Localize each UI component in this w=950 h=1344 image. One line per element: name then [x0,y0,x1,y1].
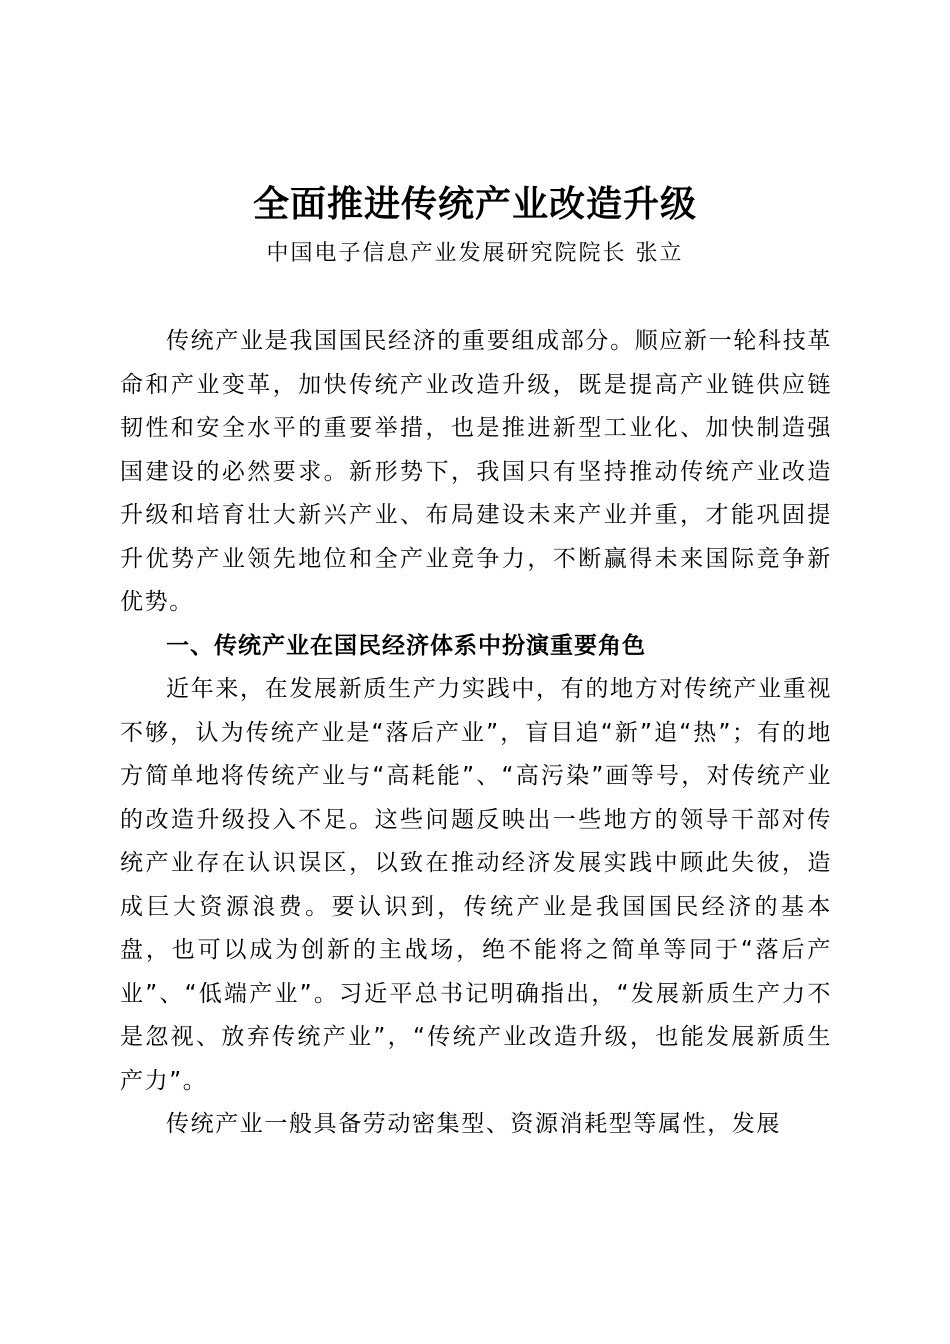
paragraph-1: 传统产业是我国国民经济的重要组成部分。顺应新一轮科技革命和产业变革，加快传统产业改造升级，既是提高产业链供应链韧性和安全水平的重要举措，也是推进新型工业化、加快制造强国建设的必然要求。新形势下，我国只有坚持推动传统产业改造升级和培育壮大新兴产业、布局建设未来产业并重，才能巩固提升优势产业领先地位和全产业竞争力，不断赢得未来国际竞争新优势。 [120,328,832,615]
article-title: 全面推进传统产业改造升级 [252,183,697,225]
paragraph-2: 近年来，在发展新质生产力实践中，有的地方对传统产业重视不够，认为传统产业是“落后产业”，盲目追“新”追“热”；有的地方简单地将传统产业与“高耗能”、“高污染”画等号，对传统产业的改造升级投入不足。这些问题反映出一些地方的领导干部对传统产业存在认识误区，以致在推动经济发展实践中顾此失彼，造成巨大资源浪费。要认识到，传统产业是我国国民经济的基本盘，也可以成为创新的主战场，绝不能将之简单等同于“落后产业”、“低端产业”。习近平总书记明确指出，“发展新质生产力不是忽视、放弃传统产业”，“传统产业改造升级，也能发展新质生产力”。 [120,676,832,1094]
author-byline: 中国电子信息产业发展研究院院长 张立 [266,241,684,266]
paragraph-3: 传统产业一般具备劳动密集型、资源消耗型等属性，发展 [166,1111,781,1137]
article-body [120,320,832,1147]
section-heading: 一、传统产业在国民经济体系中扮演重要角色 [166,632,646,659]
